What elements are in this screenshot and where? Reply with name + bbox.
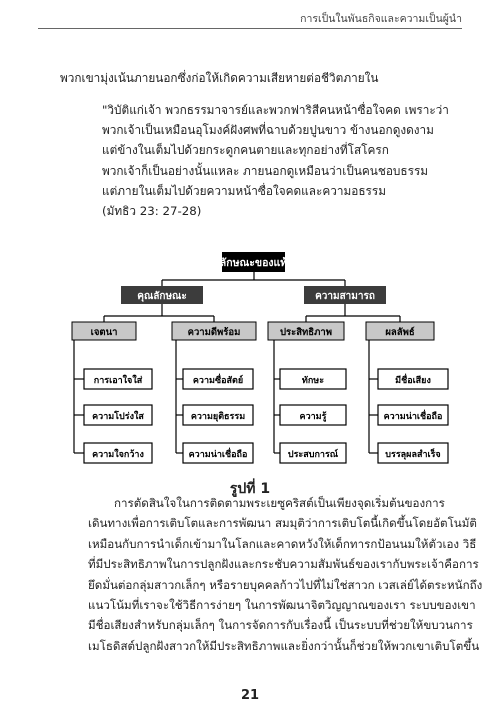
running-header: การเป็นในพันธกิจและความเป็นผู้นำ	[300, 13, 462, 25]
figure-caption: รูปที่ 1	[229, 481, 271, 497]
leaf-label: ความโปร่งใส	[92, 412, 144, 422]
body-paragraph	[88, 493, 483, 656]
leaf-label: ความน่าเชื่อถือ	[188, 450, 248, 460]
leaf-label: ความซื่อสัตย์	[192, 376, 244, 386]
capability-label: ประสิทธิภาพ	[280, 327, 332, 338]
leaf-label: ความใจกว้าง	[92, 450, 144, 460]
quote-line: แต่ข้างในเต็มไปด้วยกระดูกคนตายและทุกอย่างที่โสโครก	[102, 143, 389, 158]
body-line: มีชื่อเสียงสำหรับกลุ่มเล็กๆ ในการจัดการกับเรื่องนี้ เป็นระบบที่ช่วยให้ขบวนการ	[88, 618, 473, 633]
competence-label: ความสามารถ	[315, 291, 375, 302]
leaf-label: ความรู้	[299, 412, 327, 422]
intro-line: พวกเขามุ่งเน้นภายนอกซึ่งก่อให้เกิดความเสียหายต่อชีวิตภายใน	[60, 71, 379, 85]
integrity-label: ความดีพร้อม	[187, 327, 241, 338]
quote-line: "วิบัติแก่เจ้า พวกธรรมาจารย์และพวกฟาริสีคนหน้าซื่อใจคด เพราะว่า	[102, 103, 449, 117]
body-line: เดินทางเพื่อการเติบโตและการพัฒนา สมมุติว่าการเติบโตนี้เกิดขึ้นโดยอัตโนมัติ	[88, 516, 477, 531]
body-line: การตัดสินใจในการติดตามพระเยซูคริสต์เป็นเพียงจุดเริ่มต้นของการ	[114, 496, 445, 510]
quote-line: พวกเจ้าก็เป็นอย่างนั้นแหละ ภายนอกดูเหมือนว่าเป็นคนชอบธรรม	[102, 163, 429, 178]
leaf-label: ความยุติธรรม	[190, 412, 246, 422]
scripture-quote	[102, 100, 448, 221]
leaf-label: บรรลุผลสำเร็จ	[385, 450, 441, 460]
leaf-label: ประสบการณ์	[287, 450, 339, 460]
body-line: ที่มีประสิทธิภาพในการปลูกฝังและกระชับความสัมพันธ์ของเรากับพระเจ้าคือการ	[88, 557, 479, 572]
body-line: เมโธดิสต์ปลูกฝังสาวกให้มีประสิทธิภาพและยิ่งกว่านั้นก็ช่วยให้พวกเขาเติบโตขึ้น	[88, 638, 480, 653]
character-label: คุณลักษณะ	[137, 291, 187, 302]
authenticity-diagram	[0, 238, 500, 468]
leaf-label: มีชื่อเสียง	[395, 376, 431, 386]
results-label: ผลลัพธ์	[385, 327, 415, 338]
page-number: 21	[240, 688, 260, 703]
leaf-label: ความน่าเชื่อถือ	[383, 412, 443, 422]
quote-reference: (มัทธิว 23: 27-28)	[102, 204, 202, 219]
quote-line: แต่ภายในเต็มไปด้วยความหน้าซื่อใจคดและความอธรรม	[102, 183, 387, 198]
body-line: เหมือนกับการนำเด็กเข้ามาในโลกและคาดหวังให้เด็กทารกป้อนนมให้ตัวเอง วิธี	[88, 536, 477, 551]
quote-line: พวกเจ้าเป็นเหมือนอุโมงค์ฝังศพที่ฉาบด้วยปูนขาว ข้างนอกดูงดงาม	[102, 123, 434, 138]
header-rule	[38, 28, 462, 29]
body-line: แนวโน้มที่เราจะใช้วิธีการง่ายๆ ในการพัฒนาจิตวิญญาณของเรา ระบบของเขา	[88, 598, 476, 613]
intent-label: เจตนา	[90, 327, 118, 338]
leaf-label: ทักษะ	[301, 376, 325, 386]
body-line: ยึดมั่นต่อกลุ่มสาวกเล็กๆ หรือรายบุคคลก้าวไปที่ไม่ใช่สาวก เวสเล่ย์ได้ตระหนักถึง	[88, 577, 483, 592]
root-label: ลักษณะของแท้	[219, 257, 288, 269]
leaf-label: การเอาใจใส่	[93, 376, 143, 386]
